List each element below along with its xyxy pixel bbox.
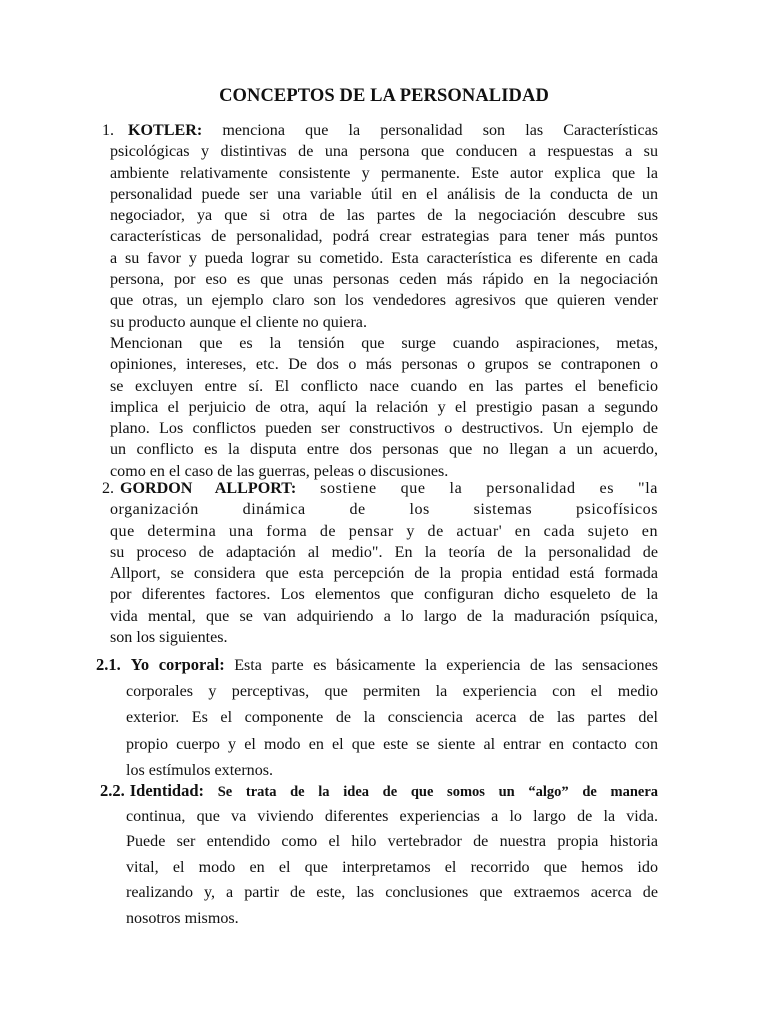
page-title: CONCEPTOS DE LA PERSONALIDAD [219,86,549,106]
paragraph-line: personalidad puede ser una variable útil en el análisis de la conducta de un [110,185,658,203]
section-heading: Identidad: [129,781,205,800]
paragraph-line: a su favor y pueda lograr su cometido. Esta característica es diferente en cada [110,249,658,267]
paragraph-line: que otras, un ejemplo claro son los vendedores agresivos que quieren vender [110,292,658,310]
paragraph-line: opiniones, intereses, etc. De dos o más personas o grupos se contraponen o [110,356,658,374]
paragraph-line: Puede ser entendido como el hilo vertebrador de nuestra propia historia [126,833,658,850]
section-number: 1. [102,122,115,139]
section-heading: KOTLER: [128,122,203,139]
paragraph-line: un conflicto es la disputa entre dos personas que no llegan a un acuerdo, [110,441,658,459]
paragraph-line: sostiene que la personalidad es "la [296,480,659,497]
paragraph-line: ambiente relativamente consistente y permanente. Este autor explica que la [110,164,658,182]
paragraph-line: nosotros mismos. [126,909,239,927]
section-number: 2.1. [96,655,121,674]
paragraph-line: como en el caso de las guerras, peleas o discusiones. [110,462,449,480]
paragraph-line: persona, por eso es que unas personas ceden más rápido en la negociación [110,271,658,289]
paragraph-line: corporales y perceptivas, que permiten la experiencia con el medio [126,682,658,700]
paragraph-line: los estímulos externos. [126,762,274,779]
paragraph-line: exterior. Es el componente de la consciencia acerca de las partes del [126,709,658,726]
paragraph-line: su proceso de adaptación al medio". En la teoría de la personalidad de [110,543,658,561]
paragraph-line: Allport, se considera que esta percepción de la propia entidad está formada [110,565,658,583]
paragraph-line: su producto aunque el cliente no quiera. [110,313,367,331]
paragraph-line: realizando y, a partir de este, las conclusiones que extraemos acerca de [126,884,658,901]
paragraph-line: vida mental, que se van adquiriendo a lo largo de la maduración psíquica, [110,607,658,625]
paragraph-line: Esta parte es básicamente la experiencia de las sensaciones [224,657,658,674]
paragraph-line: continua, que va viviendo diferentes experiencias a lo largo de la vida. [126,807,658,825]
paragraph-line: menciona que la personalidad son las Características [202,122,658,139]
paragraph-line: negociador, ya que si otra de las partes de la negociación descubre sus [110,207,658,225]
section-identidad [100,778,658,931]
section-number: 2. [102,480,115,497]
section-heading: Yo corporal: [130,655,225,674]
section-heading: GORDON ALLPORT: [120,480,297,497]
paragraph-line: por diferentes factores. Los elementos que configuran dicho esqueleto de la [110,586,658,604]
paragraph-line: Mencionan que es la tensión que surge cuando aspiraciones, metas, [110,334,658,352]
paragraph-line: que determina una forma de pensar y de actuar' en cada sujeto en [110,522,658,540]
paragraph-line: son los siguientes. [110,629,228,647]
paragraph-line: se excluyen entre sí. El conflicto nace cuando en las partes el beneficio [110,377,658,395]
section-yo-corporal [96,652,658,785]
paragraph-line: psicológicas y distintivas de una persona que conducen a respuestas a su [110,143,658,161]
paragraph-line: implica el perjuicio de otra, aquí la relación y el prestigio pasan a segundo [110,398,658,416]
paragraph-line: Se trata de la idea de que somos un “algo” de manera [204,784,658,800]
paragraph-line: características de personalidad, podrá crear estrategias para tener más puntos [110,228,658,246]
paragraph-line: organización dinámica de los sistemas psicofísicos [110,501,658,519]
paragraph-line: plano. Los conflictos pueden ser constructivos o destructivos. Un ejemplo de [110,420,658,438]
paragraph-line: propio cuerpo y el modo en el que este se siente al entrar en contacto con [126,735,658,753]
paragraph-line: vital, el modo en el que interpretamos el recorrido que hemos ido [126,858,658,876]
section-kotler [102,120,658,482]
section-allport [102,478,658,648]
section-number: 2.2. [100,781,125,800]
